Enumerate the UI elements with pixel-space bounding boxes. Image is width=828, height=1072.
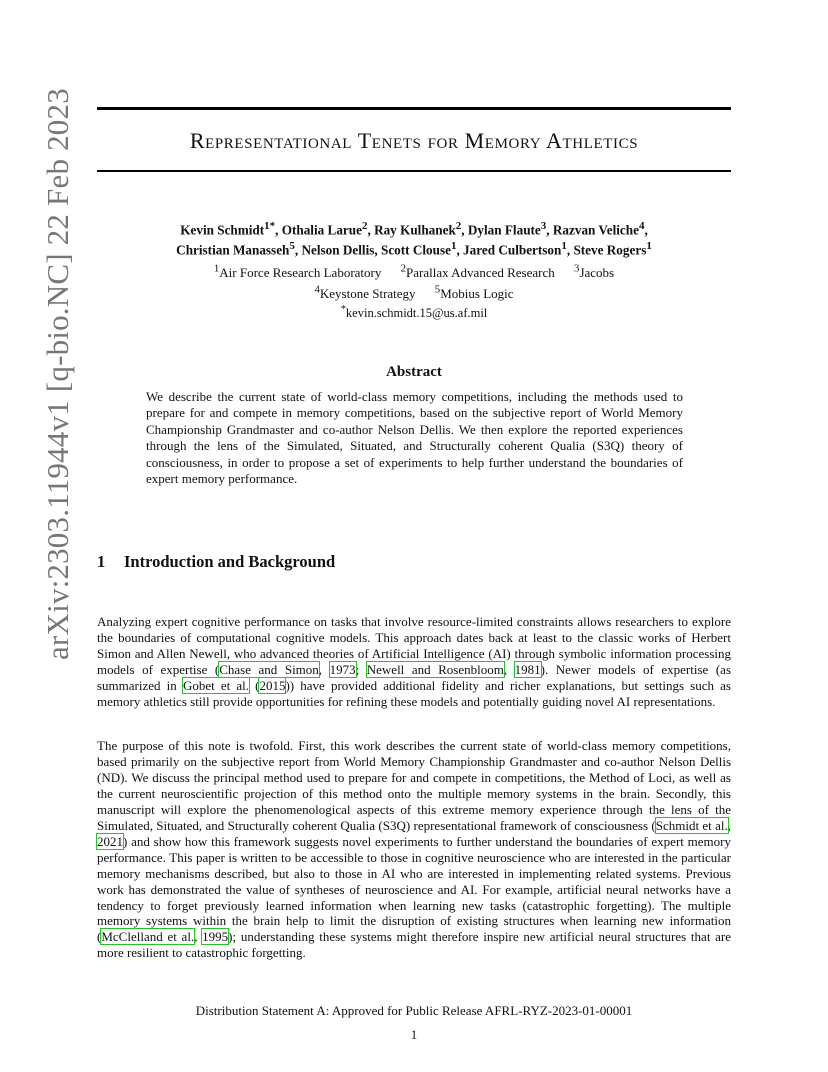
citation-link[interactable]: 1981: [514, 661, 541, 677]
author-affil-mark: 3: [540, 220, 547, 232]
citation-link[interactable]: Newell and Rosenbloom: [366, 661, 504, 677]
citation-link[interactable]: McClelland et al.: [101, 929, 195, 945]
distribution-statement: Distribution Statement A: Approved for Public Release AFRL-RYZ-2023-01-00001: [195, 1003, 633, 1018]
citation-link[interactable]: 1995: [202, 929, 229, 945]
citation-link[interactable]: Gobet et al.: [182, 677, 249, 693]
paragraph-text: ); understanding these systems might therefore inspire new artificial neural structures that are more resilient to catastrophic forgetting.: [97, 929, 732, 961]
affiliation-item: [574, 265, 614, 280]
abstract-heading: Abstract: [386, 364, 442, 380]
affiliation-mark: 3: [574, 263, 580, 275]
author-name: Scott Clouse: [380, 242, 451, 258]
affiliation-name: Mobius Logic: [440, 285, 514, 301]
email-mark: *: [340, 303, 346, 315]
author-affil-mark: 4: [638, 220, 645, 232]
author-name: Razvan Veliche: [552, 222, 639, 238]
citation-link[interactable]: 2015: [259, 677, 286, 693]
author-affil-mark: 1: [450, 240, 457, 253]
author-name: Christian Manasseh: [176, 242, 290, 258]
body-paragraph: [97, 738, 731, 961]
title-top-rule: [97, 107, 731, 110]
paragraph-text: ,: [503, 661, 515, 677]
author-affil-mark: 5: [289, 240, 295, 253]
author-affil-mark: 1: [646, 240, 652, 253]
arxiv-stamp[interactable]: arXiv:2303.11944v1 [q-bio.NC] 22 Feb 2023: [40, 88, 75, 660]
affiliation-mark: 1: [213, 263, 220, 275]
author-name: Nelson Dellis: [301, 242, 375, 258]
paragraph-text: ) and show how this framework suggests novel experiments to further understand the boundaries of expert memory performance. This paper is written to be accessible to those in cognitive neuroscience who are interested in the particular memory mechanisms described, but also to those in AI who are interested in implementing related systems. Previous work has demonstrated the value of syntheses of neuroscience and AI. For example, artificial neural networks have a tendency to forget previously learned information when learning new tasks (catastrophic forgetting). The multiple memory systems within the brain help to limit the disruption of existing structures when learning new information (: [97, 833, 731, 945]
affiliation-mark: 2: [400, 263, 407, 275]
section-number: 1: [97, 552, 106, 571]
affiliation-mark: 4: [314, 283, 320, 296]
author-name: Jared Culbertson: [463, 242, 562, 258]
body-paragraph: [97, 614, 731, 710]
affiliation-item: [401, 265, 555, 280]
paragraph-text: ). Newer models of expertise (as summarized in: [97, 661, 732, 693]
citation-link[interactable]: 2021: [97, 833, 123, 849]
author-name: Steve Rogers: [573, 242, 647, 258]
author-affil-mark: 1*: [264, 220, 276, 232]
section-title: Introduction and Background: [124, 552, 336, 571]
author-name: Dylan Flaute: [467, 222, 541, 238]
affiliation-line-2: [97, 281, 731, 301]
author-name: Ray Kulhanek: [374, 222, 456, 238]
affiliations: [97, 261, 731, 321]
paragraph-text: (: [249, 677, 260, 693]
citation-link[interactable]: Schmidt et al.: [655, 817, 728, 833]
affiliation-item: [434, 283, 514, 301]
paper-title: Representational Tenets for Memory Athletics: [189, 128, 639, 153]
page-number: 1: [410, 1027, 418, 1042]
citation-link[interactable]: 1973: [329, 661, 356, 677]
paragraph-text: ;: [355, 661, 367, 677]
paragraph-text: ,: [727, 817, 731, 833]
section-heading: [97, 552, 335, 572]
paragraph-text: )) have provided additional fidelity and richer explanations, but settings such as memory athletics still provide opportunities for refining these models and potentially guiding novel AI representations.: [97, 677, 731, 709]
corresponding-email[interactable]: kevin.schmidt.15@us.af.mil: [345, 305, 488, 320]
author-line-1: Kevin Schmidt$^{1*}$, Othalia Larue$^2$, Ray Kulhanek$^2$, Dylan Flaute$^3$, Razvan Veliche$^4$,: [180, 220, 648, 238]
author-affil-mark: 1: [561, 240, 567, 253]
affiliation-item: [214, 265, 382, 280]
paragraph-text: Analyzing expert cognitive performance on tasks that involve resource-limited constraints allows researchers to explore the boundaries of computational cognitive models. This approach dates back at least to the classic works of Herbert Simon and Allen Newell, who advanced theories of Artificial Intelligence (AI) through symbolic information processing models of expertise (: [97, 614, 731, 677]
affiliation-name: Air Force Research Laboratory: [219, 265, 382, 281]
paragraph-text: The purpose of this note is twofold. First, this work describes the current state of world-class memory competitions, based primarily on the subjective report from World Memory Championship Grandmaster and co-author Nelson Dellis (ND). We discuss the principal method used to prepare for and compete in competitions, the Method of Loci, as well as the current neuroscientific projection of this method onto the multiple memory systems in the brain. Secondly, this manuscript will explore the phenomenological aspects of this extreme memory experience through the lens of the Simulated, Situated, and Structurally coherent Qualia (S3Q) representational framework of consciousness (: [97, 738, 731, 833]
affiliation-line-1: [97, 261, 731, 281]
affiliation-name: Jacobs: [579, 265, 615, 281]
author-affil-mark: 2: [361, 220, 368, 232]
citation-link[interactable]: Chase and Simon: [219, 661, 319, 677]
author-affil-mark: 2: [455, 220, 462, 232]
affiliation-name: Keystone Strategy: [319, 285, 416, 301]
author-list: [97, 218, 731, 259]
paragraph-text: ,: [318, 661, 330, 677]
author-name: Kevin Schmidt: [180, 222, 265, 238]
title-bottom-rule: [97, 170, 731, 172]
author-name: Othalia Larue: [281, 222, 362, 238]
affiliation-name: Parallax Advanced Research: [406, 265, 555, 281]
affiliation-mark: 5: [434, 283, 441, 296]
abstract-text: We describe the current state of world-class memory competitions, including the methods used to prepare for and compete in memory competitions, based on the subjective report of World Memory Championship Grandmaster and co-author Nelson Dellis. We then explore the reported experiences through the lens of the Simulated, Situated, and Structurally coherent Qualia (S3Q) theory of consciousness, in order to propose a set of experiments to help further understand the boundaries of expert memory performance.: [146, 389, 683, 487]
corresponding-email-line: [97, 302, 731, 321]
author-line-2: Christian Manasseh$^5$, Nelson Dellis, Scott Clouse$^1$, Jared Culbertson$^1$, Steve Rogers$^1$: [176, 240, 652, 258]
paragraph-text: ,: [194, 929, 203, 945]
affiliation-item: [314, 283, 416, 301]
